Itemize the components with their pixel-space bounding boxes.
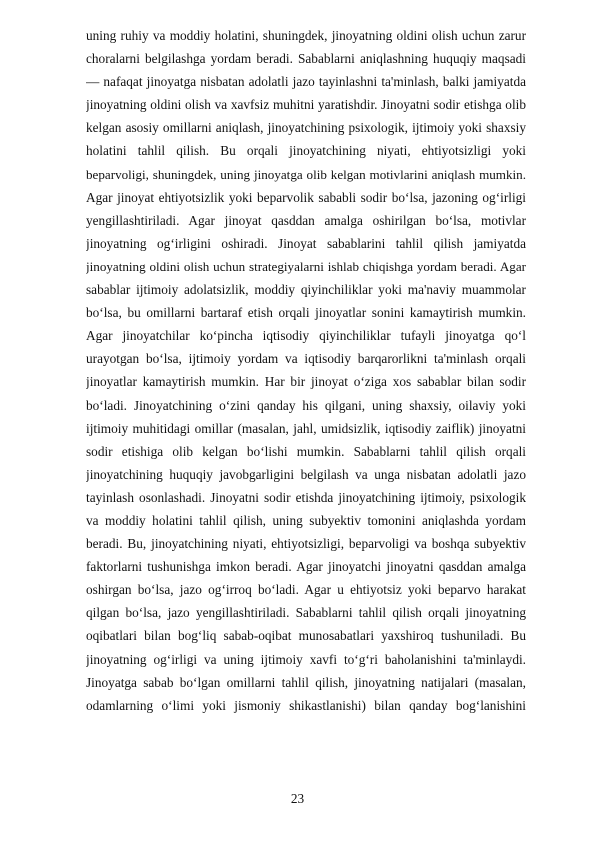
text-line: jinoyatning og‘irligi va uning ijtimoiy xavfi to‘g‘ri baholanishini ta'minlaydi. — [86, 651, 526, 667]
text-line: yengillashtiriladi. Agar jinoyat qasddan amalga oshirilgan bo‘lsa, motivlar — [86, 212, 526, 228]
text-line: Agar jinoyat ehtiyotsizlik yoki beparvolik sababli sodir bo‘lsa, jazoning og‘irligi — [86, 189, 526, 205]
text-line: beparvoligi, shuningdek, uning jinoyatga olib kelgan motivlarini aniqlash mumkin. — [86, 166, 526, 182]
text-line: kelgan asosiy omillarni aniqlash, jinoyatchining psixologik, ijtimoiy yoki shaxsiy — [86, 120, 526, 136]
text-line: tayinlash osonlashadi. Jinoyatni sodir etishda jinoyatchining ijtimoiy, psixologik — [86, 489, 526, 505]
text-line: qilgan bo‘lsa, jazo yengillashtiriladi. Sabablarni tahlil qilish orqali jinoyatning — [86, 605, 526, 621]
text-line: bo‘ladi. Jinoyatchining o‘zini qanday his qilgani, uning shaxsiy, oilaviy yoki — [86, 397, 526, 413]
text-line: jinoyatning og‘irligini oshiradi. Jinoyat sabablarini tahlil qilish jamiyatda — [86, 235, 526, 251]
text-line: — nafaqat jinoyatga nisbatan adolatli jazo tayinlashni ta'minlash, balki jamiyatda — [86, 74, 526, 90]
text-line: Jinoyatga sabab bo‘lgan omillarni tahlil qilish, jinoyatning natijalari (masalan, — [86, 674, 526, 690]
text-line: jinoyatchining huquqiy javobgarligini belgilash va unga nisbatan adolatli jazo — [86, 466, 526, 482]
text-line: jinoyatning oldini olish uchun strategiyalarni ishlab chiqishga yordam beradi. Agar — [86, 258, 526, 274]
text-line: sabablar ijtimoiy adolatsizlik, moddiy qiyinchiliklar yoki ma'naviy muammolar — [86, 282, 526, 298]
text-line: choralarni belgilashga yordam beradi. Sabablarni aniqlashning huquqiy maqsadi — [86, 51, 526, 67]
text-line: holatini tahlil qilish. Bu orqali jinoyatchining niyati, ehtiyotsizligi yoki — [86, 143, 526, 159]
text-line: bo‘lsa, bu omillarni bartaraf etish orqali jinoyatlar sonini kamaytirish mumkin. — [86, 305, 526, 321]
text-line: sodir etishiga olib kelgan bo‘lishi mumkin. Sabablarni tahlil qilish orqali — [86, 443, 526, 459]
text-line: jinoyatning oldini olish va xavfsiz muhitni yaratishdir. Jinoyatni sodir etishga olib — [86, 97, 526, 113]
text-line: oqibatlari bilan bog‘liq sabab-oqibat munosabatlari yaxshiroq tushuniladi. Bu — [86, 628, 526, 644]
text-line: va moddiy holatini tahlil qilish, uning subyektiv tomonini aniqlashda yordam — [86, 512, 526, 528]
text-line: jinoyatlar kamaytirish mumkin. Har bir jinoyat o‘ziga xos sabablar bilan sodir — [86, 374, 526, 390]
text-line: ijtimoiy muhitidagi omillar (masalan, jahl, umidsizlik, iqtisodiy zaiflik) jinoyatni — [86, 420, 526, 436]
text-line: Agar jinoyatchilar ko‘pincha iqtisodiy qiyinchiliklar tufayli jinoyatga qo‘l — [86, 328, 526, 344]
text-line: uning ruhiy va moddiy holatini, shuningdek, jinoyatning oldini olish uchun zarur — [86, 28, 526, 43]
text-line: oshirgan bo‘lsa, jazo og‘irroq bo‘ladi. Agar u ehtiyotsiz yoki beparvo harakat — [86, 582, 526, 598]
text-line: faktorlarni tushunishga imkon beradi. Agar jinoyatchi jinoyatni qasddan amalga — [86, 559, 526, 575]
body-text — [86, 24, 526, 717]
text-line: urayotgan bo‘lsa, ijtimoiy yordam va iqtisodiy barqarorlikni ta'minlash orqali — [86, 351, 526, 367]
text-line: odamlarning o‘limi yoki jismoniy shikastlanishi) bilan qanday bog‘lanishini — [86, 697, 526, 713]
page-number: 23 — [290, 791, 305, 806]
text-line: beradi. Bu, jinoyatchining niyati, ehtiyotsizligi, beparvoligi va boshqa subyektiv — [86, 536, 526, 552]
